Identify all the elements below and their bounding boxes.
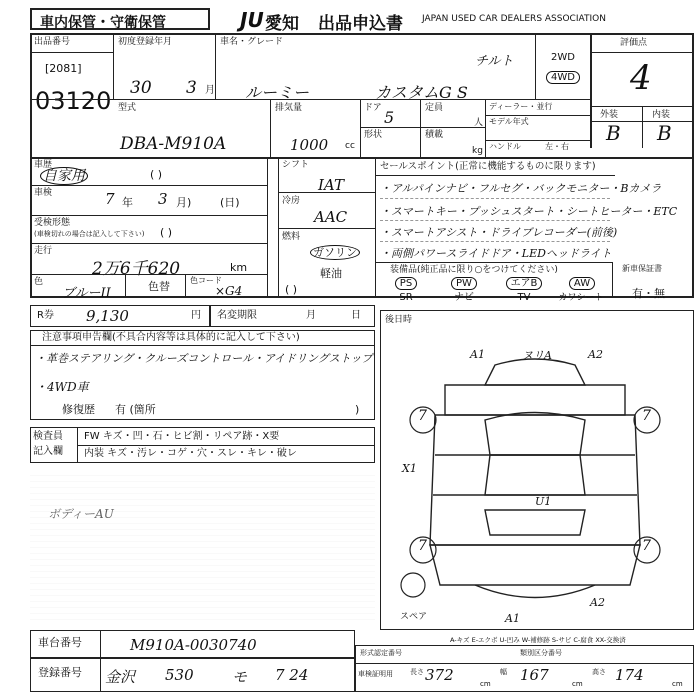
recycle-unit: 円 — [191, 310, 201, 321]
shift-label: シフト — [282, 160, 310, 170]
doors-value: 5 — [384, 108, 395, 127]
lot-label: 出品番号 — [34, 37, 71, 47]
ukeire-paren: ( ) — [160, 226, 173, 239]
damage-legend: A-キズ E-エクボ U-凹み W-補修跡 S-サビ C-腐食 XX-交換済 — [450, 636, 626, 644]
equip-airbag-label: エアB — [506, 277, 543, 290]
recycle-value: 9,130 — [86, 307, 129, 325]
inspector-label: 検査員 — [33, 431, 63, 442]
rating-label: 評価点 — [620, 38, 648, 48]
history-paren: ( ) — [150, 168, 163, 181]
tire-front-left: 7 — [418, 408, 427, 424]
car-name-value: ルーミー — [245, 83, 310, 102]
reg-month-suffix: 月 — [205, 85, 215, 96]
plate-area: 金沢 — [105, 668, 136, 686]
shaken-year-unit: 年 — [122, 196, 133, 209]
ju-logo: JU — [240, 8, 264, 32]
rating-score: 4 — [630, 58, 652, 98]
equip-navi: ナビ — [454, 292, 474, 303]
model-year-label: モデル年式 — [489, 117, 529, 126]
equip-airbag — [494, 278, 554, 290]
plate-class: 530 — [165, 666, 194, 684]
repair-value: 有 (箇所 — [115, 403, 156, 416]
equip-tv: TV — [517, 292, 531, 303]
damage-side-x1: X1 — [402, 462, 417, 475]
interior-grade: B — [657, 121, 672, 145]
equip-aw-label: AW — [569, 277, 595, 290]
equip-label: 装備品(純正品に限り○をつけてください) — [390, 265, 558, 275]
fuel-gas — [310, 244, 360, 260]
fuel-label: 燃料 — [282, 232, 301, 242]
plate-number: 7 24 — [275, 666, 309, 684]
plate-kana: モ — [232, 668, 248, 686]
height-label: 高さ — [592, 668, 606, 676]
load-label: 積載 — [425, 130, 444, 140]
color-code-label: 色コード — [190, 276, 222, 285]
sales-line-4: ・両側パワースライドドア・LEDヘッドライト — [380, 247, 612, 260]
equip-sr: SR — [399, 292, 413, 303]
displacement-label: 排気量 — [275, 103, 303, 113]
damage-top-a1: A1 — [470, 348, 485, 361]
storage-box — [30, 8, 210, 30]
history-label: 車歴 — [34, 160, 53, 170]
aircon-label: 冷房 — [282, 196, 301, 206]
shaken-month-unit: 月) — [176, 196, 192, 209]
model-label: 型式 — [118, 103, 137, 113]
equip-ps-label: PS — [395, 277, 417, 290]
reg-month-value: 3 — [186, 78, 197, 98]
notes-label: 注意事項申告欄(不具合内容等は具体的に記入して下さい) — [42, 332, 300, 343]
recycle-label: R券 — [37, 310, 54, 321]
displacement-value: 1000 — [290, 136, 329, 154]
damage-bottom-a2: A2 — [590, 596, 605, 609]
cert-label: 形式認定番号 — [360, 649, 402, 657]
equip-ps — [382, 278, 430, 290]
exterior-grade: B — [606, 121, 621, 145]
capacity-label: 定員 — [425, 103, 444, 113]
car-grade-value: カスタムG S — [375, 83, 468, 102]
tire-rear-left: 7 — [418, 538, 427, 554]
chassis-label: 車台番号 — [38, 636, 82, 649]
height-value: 174 — [615, 666, 644, 684]
repair-label: 修復歴 — [62, 403, 95, 416]
storage-label: 車内保管・守衛保管 — [40, 15, 166, 31]
shaken-month: 3 — [158, 190, 168, 208]
drive-4wd — [541, 72, 585, 84]
width-unit: cm — [572, 680, 583, 688]
name-change-label: 名変期限 — [217, 310, 257, 321]
car-color-note: チルト — [475, 54, 514, 69]
width-value: 167 — [520, 666, 549, 684]
equip-aw — [556, 278, 608, 290]
rear-label: 後日時 — [385, 315, 413, 325]
sales-line-3: ・スマートアシスト・ドライブレコーダー(前後) — [380, 226, 618, 239]
reg-year-label: 初度登録年月 — [118, 37, 173, 47]
shift-value: IAT — [318, 176, 344, 194]
lot-number: 03120 — [35, 87, 112, 115]
mileage-unit: km — [230, 261, 248, 274]
equip-pw-label: PW — [451, 277, 477, 290]
equip-pw — [438, 278, 490, 290]
reg-date-label: 車検証明用 — [358, 670, 393, 678]
load-unit: kg — [472, 146, 483, 156]
recycle-box — [30, 305, 210, 327]
doors-label: ドア — [364, 103, 382, 113]
category-label: 類別区分番号 — [520, 649, 562, 657]
notes-line-1: ・革巻ステアリング・クルーズコントロール・アイドリングストップ — [35, 352, 373, 365]
reg-year-value: 30 — [130, 78, 152, 98]
history-value — [40, 165, 88, 185]
damage-middle-u1: U1 — [535, 495, 552, 508]
shaken-year: 7 — [105, 190, 115, 208]
handle-options: 左・右 — [545, 142, 569, 151]
fuel-gas-circled: ガソリン — [310, 245, 360, 260]
displacement-unit: cc — [345, 141, 355, 151]
shaken-label: 車検 — [34, 188, 53, 198]
plate-label: 登録番号 — [38, 666, 82, 679]
shaken-day-unit: (日) — [220, 196, 240, 209]
interior-label: 内装 — [652, 110, 671, 120]
color-value: ブルーII — [62, 286, 111, 301]
color-label: 色 — [34, 277, 44, 287]
ukeire-note: (車検切れの場合は記入して下さい) — [34, 230, 145, 238]
height-unit: cm — [672, 680, 683, 688]
ukeire-label: 受検形態 — [34, 218, 71, 228]
damage-diagram — [385, 345, 685, 625]
aircon-value: AAC — [314, 208, 348, 226]
sales-label: セールスポイント(正常に機能するものに限ります) — [380, 161, 596, 172]
inspector-label-2: 記入欄 — [33, 446, 63, 457]
length-label: 長さ — [410, 668, 424, 676]
inspector-row-1: FW キズ・凹・石・ヒビ割・リペア跡・X要 — [84, 431, 280, 442]
exterior-label: 外装 — [600, 110, 619, 120]
history-circled: 自家用 — [40, 167, 88, 185]
fuel-paren: ( ) — [285, 283, 298, 296]
sales-line-2: ・スマートキー・プッシュスタート・シートヒーター・ETC — [380, 205, 678, 218]
form-title: 出品申込書 — [318, 14, 403, 34]
repair-close: ) — [355, 403, 360, 416]
inspector-row-2: 内装 キズ・汚レ・コゲ・穴・スレ・キレ・破レ — [84, 448, 297, 459]
car-name-label: 車名・グレード — [220, 37, 284, 47]
mileage-label: 走行 — [34, 246, 53, 256]
notes-line-2: ・4WD車 — [35, 380, 89, 394]
association-name: JAPAN USED CAR DEALERS ASSOCIATION — [422, 14, 606, 24]
warranty-label: 新車保証書 — [622, 264, 662, 273]
shape-label: 形状 — [364, 130, 383, 140]
drive-2wd: 2WD — [551, 52, 575, 63]
inspector-remark: ボディーAU — [48, 507, 114, 521]
dealer-label: ディーラー・並行 — [489, 102, 553, 111]
color-replace-label: 色替 — [148, 280, 170, 293]
chassis-number: M910A-0030740 — [130, 636, 257, 654]
damage-top-a2: A2 — [588, 348, 603, 361]
spare-label: スペア — [400, 612, 428, 622]
handle-label: ハンドル — [489, 142, 521, 151]
length-value: 372 — [425, 666, 454, 684]
tire-rear-right: 7 — [642, 538, 651, 554]
model-code: DBA-M910A — [120, 134, 227, 154]
drive-4wd-label: 4WD — [546, 71, 580, 84]
damage-top-nuri: ヌリA — [522, 349, 552, 362]
width-label: 幅 — [500, 668, 507, 676]
damage-bottom-a1: A1 — [505, 612, 520, 625]
region-title: 愛知 — [265, 14, 299, 34]
name-change-month: 月 — [306, 310, 316, 321]
color-code-value: ×G4 — [215, 284, 243, 298]
tire-front-right: 7 — [642, 408, 651, 424]
name-change-day: 日 — [351, 310, 361, 321]
length-unit: cm — [480, 680, 491, 688]
lot-subnumber: [2081] — [45, 62, 82, 75]
fuel-diesel: 軽油 — [320, 267, 342, 280]
mileage-value: 2万6千620 — [92, 259, 181, 279]
sales-line-1: ・アルパインナビ・フルセグ・バックモニター・Bカメラ — [380, 182, 662, 195]
capacity-unit: 人 — [474, 118, 484, 128]
warranty-value: 有・無 — [632, 287, 665, 300]
name-change-box — [210, 305, 375, 327]
equip-leather: カワシート — [558, 293, 604, 303]
